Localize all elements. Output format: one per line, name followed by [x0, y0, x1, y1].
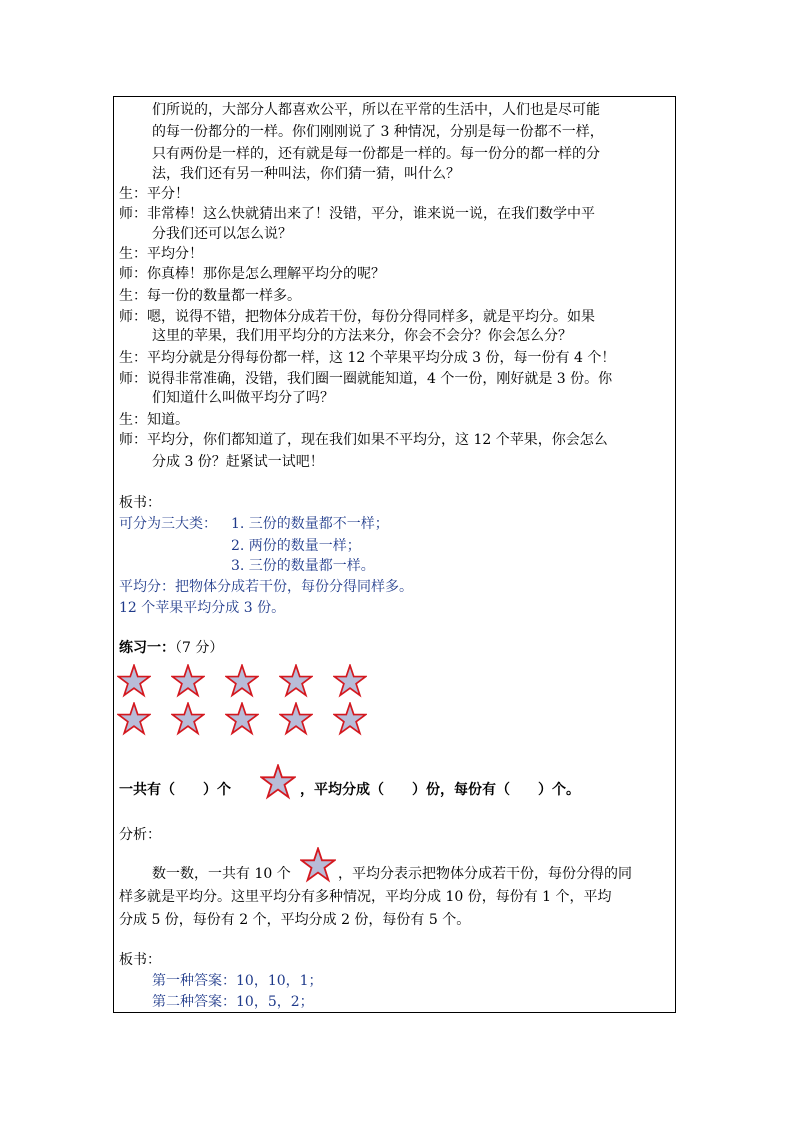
board-answer: 第一种答案：10，10，1；	[152, 973, 323, 989]
board-title: 板书：	[119, 495, 161, 511]
star-icon	[117, 702, 151, 736]
text-line: 们所说的，大部分人都喜欢公平，所以在平常的生活中，人们也是尽可能	[152, 102, 600, 118]
board-answer: 第二种答案：10，5，2；	[152, 994, 314, 1010]
exercise-heading	[119, 638, 223, 658]
text-line: 们知道什么叫做平均分了吗？	[152, 390, 334, 406]
text-line: 分我们还可以怎么说？	[152, 226, 292, 242]
board-definition: 平均分：把物体分成若干份，每份分得同样多。	[119, 579, 413, 595]
text-line: 这里的苹果，我们用平均分的方法来分，你会不会分？你会怎么分？	[152, 328, 572, 344]
exercise-title: 练习一：	[119, 640, 175, 656]
text-line: 师：说得非常准确，没错，我们圈一圈就能知道，4 个一份，刚好就是 3 份。你	[119, 371, 613, 387]
board-intro: 可分为三大类：	[119, 516, 217, 532]
text-line: 师：平均分，你们都知道了，现在我们如果不平均分，这 12 个苹果，你会怎么	[119, 432, 608, 448]
question-part-1: 一共有（ ）个	[119, 782, 231, 798]
text-line: 生：平均分！	[119, 246, 203, 262]
star-icon	[279, 702, 313, 736]
analysis-text: 分成 5 份，每份有 2 个，平均分成 2 份，每份有 5 个。	[119, 912, 471, 928]
star-row-1	[117, 664, 377, 700]
text-line: 师：嗯，说得不错，把物体分成若干份，每份分得同样多，就是平均分。如果	[119, 309, 595, 325]
text-line: 法，我们还有另一种叫法，你们猜一猜，叫什么？	[152, 166, 460, 182]
star-icon	[171, 702, 205, 736]
board-example: 12 个苹果平均分成 3 份。	[119, 600, 286, 616]
board-title: 板书：	[119, 952, 161, 968]
analysis-text: 数一数，一共有 10 个	[152, 866, 291, 882]
text-line: 师：你真棒！那你是怎么理解平均分的呢？	[119, 266, 385, 282]
star-icon	[171, 664, 205, 698]
star-icon	[333, 664, 367, 698]
star-icon	[333, 702, 367, 736]
star-icon	[225, 702, 259, 736]
star-icon	[300, 847, 336, 883]
exercise-score: （7 分）	[175, 640, 224, 656]
board-item: 2. 两份的数量一样；	[231, 538, 361, 554]
board-item: 3. 三份的数量都一样。	[231, 558, 375, 574]
star-icon	[225, 664, 259, 698]
text-line: 只有两份是一样的，还有就是每一份都是一样的。每一份分的都一样的分	[152, 146, 600, 162]
text-line: 生：知道。	[119, 412, 189, 428]
analysis-text: 样多就是平均分。这里平均分有多种情况，平均分成 10 份，每份有 1 个，平均	[119, 889, 612, 905]
board-item: 1. 三份的数量都不一样；	[231, 516, 389, 532]
star-icon	[117, 664, 151, 698]
text-line: 的每一份都分的一样。你们刚刚说了 3 种情况，分别是每一份都不一样，	[152, 124, 604, 140]
text-line: 分成 3 份？赶紧试一试吧！	[152, 454, 324, 470]
text-line: 生：平均分就是分得每份都一样，这 12 个苹果平均分成 3 份，每一份有 4 个！	[119, 350, 616, 366]
analysis-text: ，平均分表示把物体分成若干份，每份分得的同	[338, 866, 632, 882]
analysis-title: 分析：	[119, 827, 161, 843]
star-icon	[279, 664, 313, 698]
question-part-2: ，平均分成（ ）份，每份有（ ）个。	[300, 782, 580, 798]
star-icon	[260, 764, 296, 800]
text-line: 师：非常棒！这么快就猜出来了！没错，平分，谁来说一说，在我们数学中平	[119, 206, 595, 222]
text-line: 生：平分！	[119, 186, 189, 202]
star-row-2	[117, 702, 377, 738]
text-line: 生：每一份的数量都一样多。	[119, 288, 301, 304]
